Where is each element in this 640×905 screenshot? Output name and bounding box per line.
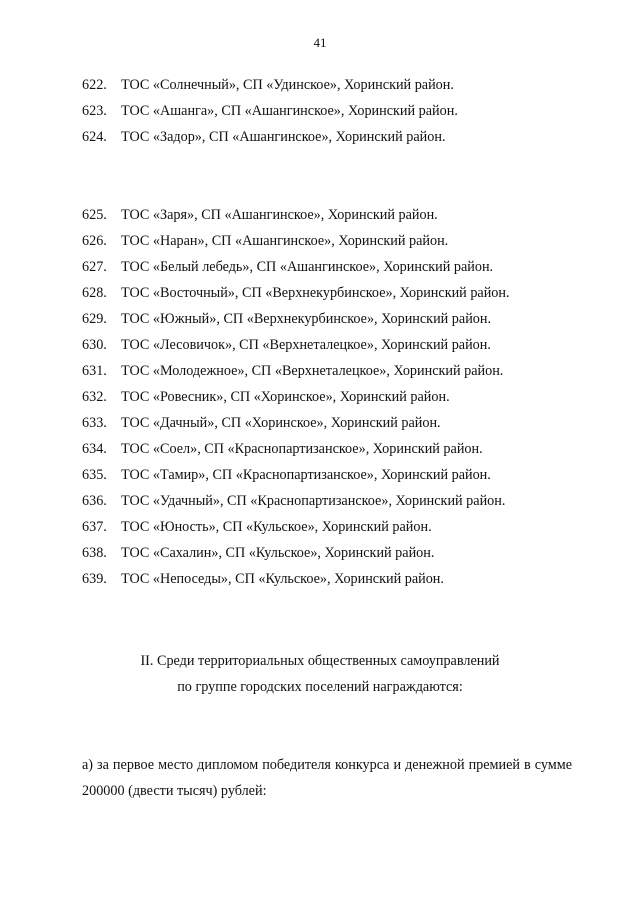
list-item <box>82 492 510 518</box>
item-number: 630. <box>82 337 107 353</box>
item-text: ТОС «Дачный», СП «Хоринское», Хоринский район. <box>121 415 441 431</box>
item-number: 636. <box>82 493 107 509</box>
item-number: 635. <box>82 467 107 483</box>
item-number: 629. <box>82 311 107 327</box>
item-number: 623. <box>82 103 107 119</box>
list-item <box>82 310 510 336</box>
list-item <box>82 206 510 232</box>
item-text: ТОС «Солнечный», СП «Удинское», Хоринский район. <box>121 77 454 93</box>
list-item <box>82 76 458 102</box>
list-item <box>82 466 510 492</box>
section-heading <box>0 648 640 700</box>
list-item <box>82 284 510 310</box>
item-text: ТОС «Южный», СП «Верхнекурбинское», Хоринский район. <box>121 311 492 327</box>
list-item <box>82 414 510 440</box>
award-paragraph: а) за первое место дипломом победителя конкурса и денежной премией в сумме 200000 (двести тысяч) рублей: <box>82 757 572 799</box>
list-item <box>82 440 510 466</box>
list-item <box>82 232 510 258</box>
item-text: ТОС «Наран», СП «Ашангинское», Хоринский район. <box>121 233 449 249</box>
item-text: ТОС «Юность», СП «Кульское», Хоринский район. <box>121 519 432 535</box>
item-text: ТОС «Задор», СП «Ашангинское», Хоринский район. <box>121 129 446 145</box>
item-number: 622. <box>82 77 107 93</box>
list-item <box>82 544 510 570</box>
item-text: ТОС «Соел», СП «Краснопартизанское», Хоринский район. <box>121 441 483 457</box>
list-item <box>82 570 510 596</box>
item-text: ТОС «Белый лебедь», СП «Ашангинское», Хоринский район. <box>121 259 494 275</box>
item-text: ТОС «Заря», СП «Ашангинское», Хоринский район. <box>121 207 438 223</box>
list-item <box>82 518 510 544</box>
item-text: ТОС «Ашанга», СП «Ашангинское», Хоринский район. <box>121 103 458 119</box>
list-item <box>82 258 510 284</box>
item-text: ТОС «Ровесник», СП «Хоринское», Хоринский район. <box>121 389 450 405</box>
item-text: ТОС «Тамир», СП «Краснопартизанское», Хоринский район. <box>121 467 491 483</box>
item-text: ТОС «Сахалин», СП «Кульское», Хоринский район. <box>121 545 435 561</box>
item-text: ТОС «Восточный», СП «Верхнекурбинское», Хоринский район. <box>121 285 510 301</box>
item-number: 625. <box>82 207 107 223</box>
item-number: 633. <box>82 415 107 431</box>
item-number: 637. <box>82 519 107 535</box>
item-text: ТОС «Непоседы», СП «Кульское», Хоринский район. <box>121 571 444 587</box>
item-number: 634. <box>82 441 107 457</box>
section-heading-line-2: по группе городских поселений награждаются: <box>177 679 463 695</box>
item-text: ТОС «Молодежное», СП «Верхнеталецкое», Хоринский район. <box>121 363 504 379</box>
list-item <box>82 128 458 154</box>
award-list-part-2 <box>82 206 510 596</box>
list-item <box>82 362 510 388</box>
item-number: 628. <box>82 285 107 301</box>
item-number: 624. <box>82 129 107 145</box>
list-item <box>82 336 510 362</box>
item-number: 639. <box>82 571 107 587</box>
list-item <box>82 102 458 128</box>
award-list-part-1 <box>82 76 458 154</box>
item-number: 632. <box>82 389 107 405</box>
item-number: 631. <box>82 363 107 379</box>
section-heading-line-1: II. Среди территориальных общественных самоуправлений <box>140 653 500 669</box>
item-number: 626. <box>82 233 107 249</box>
item-number: 627. <box>82 259 107 275</box>
item-text: ТОС «Удачный», СП «Краснопартизанское», Хоринский район. <box>121 493 506 509</box>
list-item <box>82 388 510 414</box>
page-number: 41 <box>313 35 327 50</box>
item-number: 638. <box>82 545 107 561</box>
item-text: ТОС «Лесовичок», СП «Верхнеталецкое», Хоринский район. <box>121 337 491 353</box>
